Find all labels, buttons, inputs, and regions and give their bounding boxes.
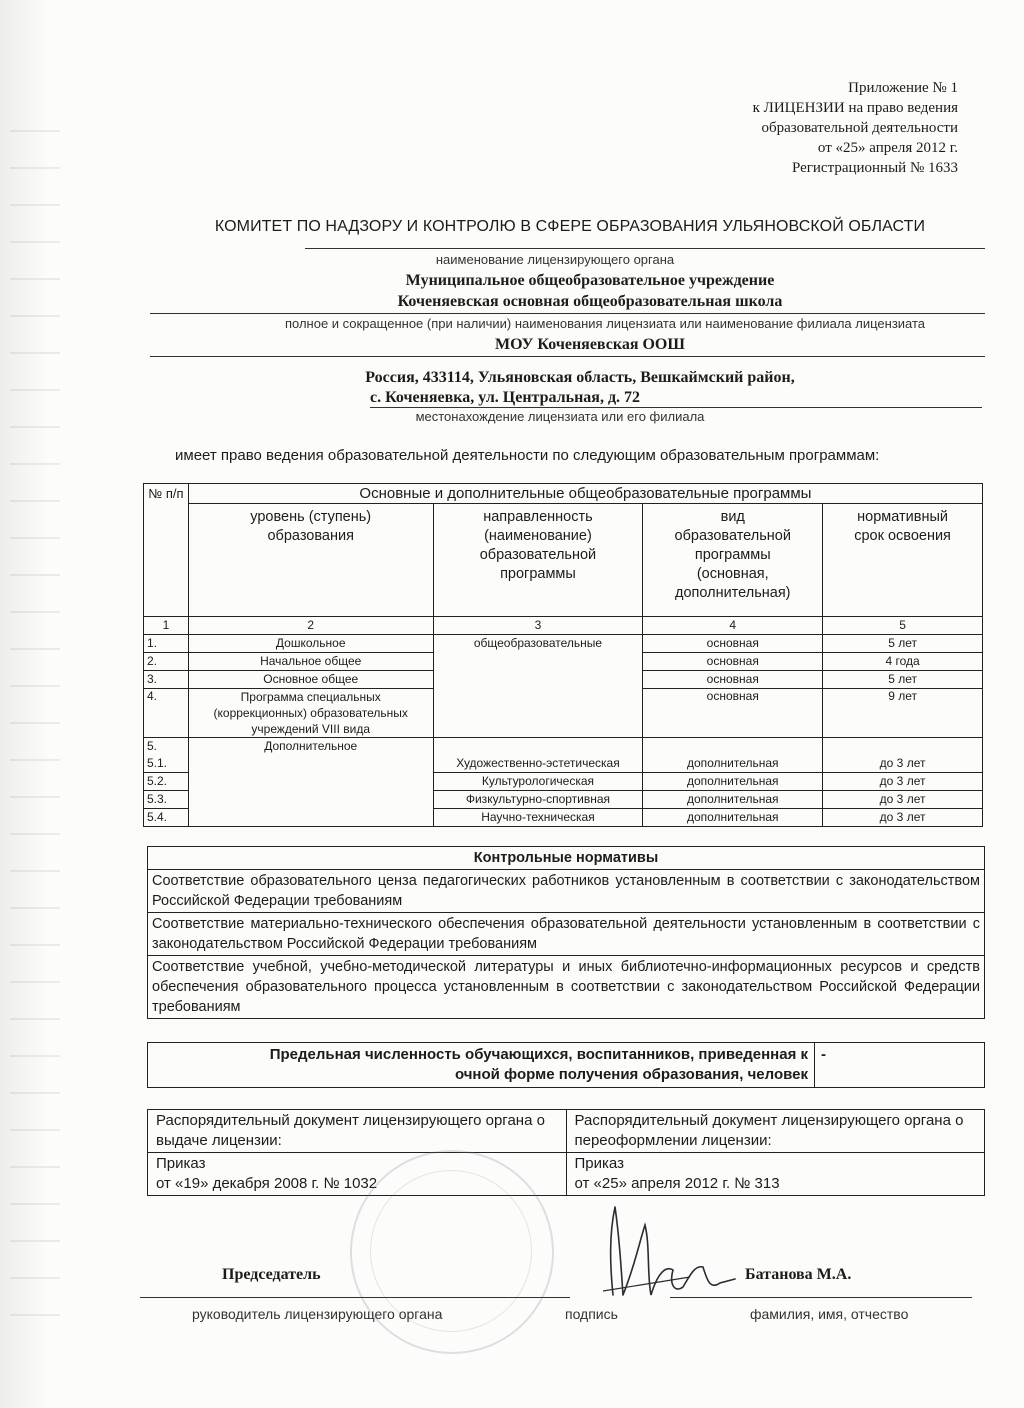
row-num: 2.: [144, 653, 189, 671]
control-norms-table: [147, 846, 985, 1019]
divider: [305, 248, 985, 249]
divider: [150, 356, 985, 357]
licensee-full-name-2: Коченяевская основная общеобразовательная школа: [397, 293, 783, 310]
row-term: до 3 лет: [823, 773, 983, 791]
row-kind: основная: [643, 671, 823, 689]
licensee-short-name: МОУ Коченяевская ООШ: [495, 336, 685, 353]
authority-name: КОМИТЕТ ПО НАДЗОРУ И КОНТРОЛЮ В СФЕРЕ ОБРАЗОВАНИЯ УЛЬЯНОВСКОЙ ОБЛАСТИ: [214, 218, 926, 235]
header-kind: вид образовательной программы (основная, дополнительная): [643, 504, 823, 617]
row-num: 4.: [144, 689, 189, 738]
row-direction: Художественно-эстетическая: [433, 738, 643, 773]
handwritten-signature: [595, 1195, 745, 1305]
appendix-line: от «25» апреля 2012 г.: [817, 140, 958, 156]
row-level: Программа специальных (коррекционных) образовательных учреждений VIII вида: [188, 689, 433, 738]
divider: [150, 313, 985, 314]
row-num: 3.: [144, 671, 189, 689]
reissue-order-date: от «25» апреля 2012 г. № 313: [574, 1175, 780, 1192]
appendix-line: Приложение № 1: [848, 80, 958, 96]
col-number: 3: [433, 617, 643, 635]
row-term: до 3 лет: [823, 738, 983, 773]
row-kind: дополнительная: [643, 738, 823, 773]
programs-table: [143, 483, 983, 827]
row-kind: основная: [643, 635, 823, 653]
row-term: 9 лет: [823, 689, 983, 738]
row-term: до 3 лет: [823, 791, 983, 809]
appendix-line: к ЛИЦЕНЗИИ на право ведения: [752, 100, 958, 116]
row-kind: дополнительная: [643, 809, 823, 827]
signature-caption-name: фамилия, имя, отчество: [750, 1306, 909, 1322]
scan-binding-marks: [10, 130, 60, 1330]
reissue-order-doc: Приказ: [574, 1155, 624, 1172]
header-term: нормативный срок освоения: [823, 504, 983, 617]
header-level: уровень (ступень) образования: [188, 504, 433, 617]
sub-num: 5.1.: [147, 756, 168, 770]
reissue-order: [566, 1153, 985, 1196]
row-level: Дошкольное: [188, 635, 433, 653]
limit-label-line: Предельная численность обучающихся, воспитанников, приведенная к: [269, 1046, 808, 1063]
limit-value: -: [815, 1043, 985, 1088]
row-num: 5.4.: [144, 809, 189, 827]
row-direction: Культурологическая: [433, 773, 643, 791]
col-number: 4: [643, 617, 823, 635]
row-kind: дополнительная: [643, 773, 823, 791]
row-num: 5.3.: [144, 791, 189, 809]
control-item: Соответствие образовательного ценза педагогических работников установленным в соответствии с законодательством Российской Федерации требованиям: [148, 870, 985, 913]
table-row: [144, 738, 983, 773]
row-term: 4 года: [823, 653, 983, 671]
row-term: 5 лет: [823, 671, 983, 689]
divider: [370, 407, 982, 408]
signatory-name: Батанова М.А.: [745, 1266, 852, 1283]
student-limit-table: [147, 1042, 985, 1088]
divider: [140, 1297, 570, 1298]
control-item: Соответствие учебной, учебно-методической литературы и иных библиотечно-информационных ресурсов и средств обеспечения образовательного процесса установленным в соответствии с законодательством Российской Федерации требованиям: [148, 956, 985, 1019]
col-number: 5: [823, 617, 983, 635]
licensee-full-name-1: Муниципальное общеобразовательное учреждение: [405, 272, 775, 289]
row-kind: основная: [643, 653, 823, 671]
row-level: Начальное общее: [188, 653, 433, 671]
row-level: Дополнительное: [188, 738, 433, 827]
row-num: 5.2.: [144, 773, 189, 791]
col-number: 2: [188, 617, 433, 635]
row-num: [144, 738, 189, 773]
programs-intro: имеет право ведения образовательной деятельности по следующим образовательным программам:: [175, 447, 880, 464]
row-level: Основное общее: [188, 671, 433, 689]
row-kind: основная: [643, 689, 823, 738]
appendix-line: Регистрационный № 1633: [791, 160, 958, 176]
group-num: 5.: [147, 739, 158, 753]
row-term: до 3 лет: [823, 809, 983, 827]
row-direction: общеобразовательные: [433, 635, 643, 738]
issue-order-title: Распорядительный документ лицензирующего органа о выдаче лицензии:: [148, 1110, 567, 1153]
licensee-caption: полное и сокращенное (при наличии) наименования лицензиата или наименование филиала лицензиата: [284, 316, 926, 331]
row-term: 5 лет: [823, 635, 983, 653]
control-item: Соответствие материально-технического обеспечения образовательной деятельности установленным в соответствии с законодательством Российской Федерации требованиям: [148, 913, 985, 956]
row-num: 1.: [144, 635, 189, 653]
signatory-position: Председатель: [222, 1266, 321, 1283]
header-direction: направленность (наименование) образовательной программы: [433, 504, 643, 617]
authority-caption: наименование лицензирующего органа: [435, 252, 675, 267]
issue-order-date: от «19» декабря 2008 г. № 1032: [156, 1175, 378, 1192]
col-number: 1: [144, 617, 189, 635]
limit-label: [148, 1043, 815, 1088]
issue-order-doc: Приказ: [156, 1155, 206, 1172]
appendix-header: [753, 78, 958, 178]
control-title: Контрольные нормативы: [148, 847, 985, 870]
divider: [670, 1297, 972, 1298]
row-kind: дополнительная: [643, 791, 823, 809]
licensee-address-1: Россия, 433114, Ульяновская область, Вешкаймский район,: [365, 369, 795, 386]
signature-caption-sign: подпись: [565, 1306, 618, 1322]
reissue-order-title: Распорядительный документ лицензирующего органа о переоформлении лицензии:: [566, 1110, 985, 1153]
orders-table: [147, 1109, 985, 1196]
table-row: [144, 635, 983, 653]
appendix-line: образовательной деятельности: [761, 120, 958, 136]
row-direction: Физкультурно-спортивная: [433, 791, 643, 809]
signature-caption-position: руководитель лицензирующего органа: [192, 1306, 443, 1322]
header-programs: Основные и дополнительные общеобразовательные программы: [188, 484, 982, 504]
header-num: № п/п: [144, 484, 189, 617]
licensee-address-2: с. Коченяевка, ул. Центральная, д. 72: [370, 389, 641, 406]
row-direction: Научно-техническая: [433, 809, 643, 827]
address-caption: местонахождение лицензиата или его филиала: [415, 409, 705, 424]
limit-label-line: очной форме получения образования, человек: [454, 1066, 808, 1083]
